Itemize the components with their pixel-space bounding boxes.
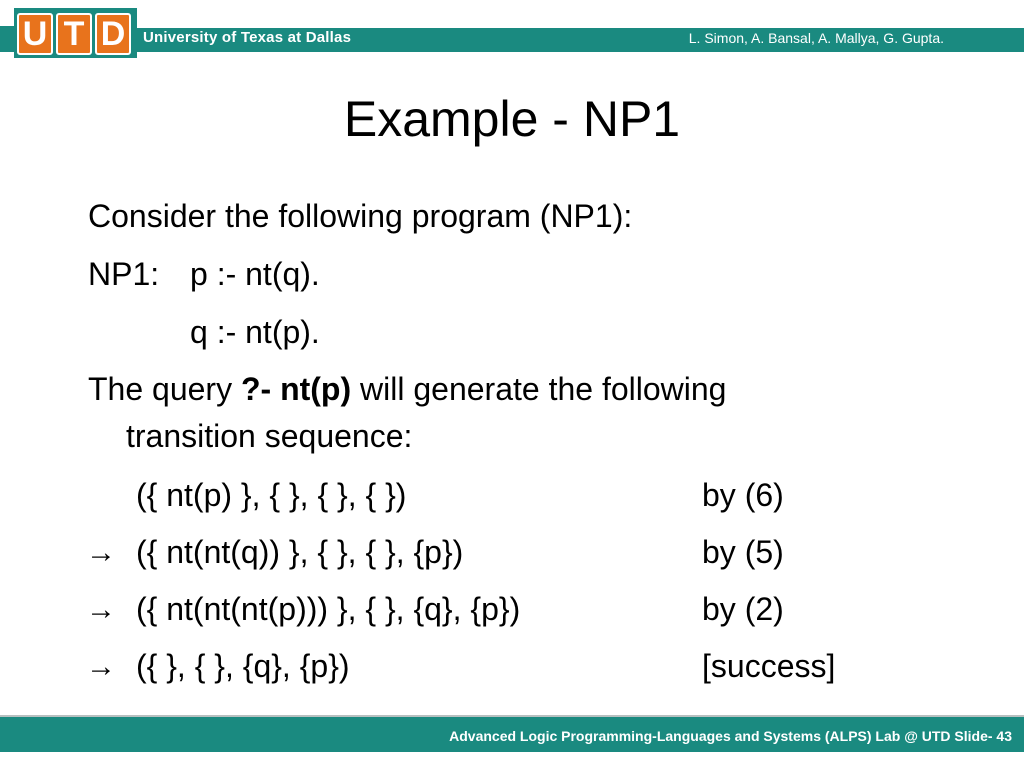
query-bold: ?- nt(p): [240, 371, 352, 407]
query-pre: The query: [88, 371, 241, 407]
logo-letter-d: D: [95, 13, 131, 55]
transition-state-2: ({ nt(nt(nt(p))) }, { }, {q}, {p}): [136, 591, 521, 627]
transition-rule-0: by (6): [702, 477, 784, 513]
logo-letter-u: U: [17, 13, 53, 55]
arrow-icon: →: [86, 536, 116, 569]
query-line-cont: transition sequence:: [126, 418, 413, 454]
university-name: University of Texas at Dallas: [143, 29, 352, 46]
transition-state-0: ({ nt(p) }, { }, { }, { }): [136, 477, 407, 513]
arrow-icon: →: [86, 650, 116, 683]
query-post: will generate the following: [351, 371, 727, 407]
transition-rule-1: by (5): [702, 534, 784, 570]
transition-rule-2: by (2): [702, 591, 784, 627]
arrow-icon: →: [86, 593, 116, 626]
query-line: [88, 371, 726, 408]
bottom-strip: [0, 752, 1024, 768]
transition-rule-3: [success]: [702, 648, 836, 684]
utd-logo: [14, 8, 137, 58]
footer-text: Advanced Logic Programming-Languages and Systems (ALPS) Lab @ UTD Slide- 43: [449, 728, 1012, 744]
intro-line: Consider the following program (NP1):: [88, 198, 633, 234]
footer-bar: [0, 715, 1024, 754]
transition-state-1: ({ nt(nt(q)) }, { }, { }, {p}): [136, 534, 464, 570]
program-label: NP1:: [88, 256, 160, 292]
rule-q: q :- nt(p).: [190, 314, 320, 350]
logo-letter-t: T: [56, 13, 92, 55]
rule-p: p :- nt(q).: [190, 256, 320, 292]
slide-title: Example - NP1: [343, 91, 681, 147]
transition-state-3: ({ }, { }, {q}, {p}): [136, 648, 350, 684]
authors: L. Simon, A. Bansal, A. Mallya, G. Gupta.: [688, 30, 944, 46]
